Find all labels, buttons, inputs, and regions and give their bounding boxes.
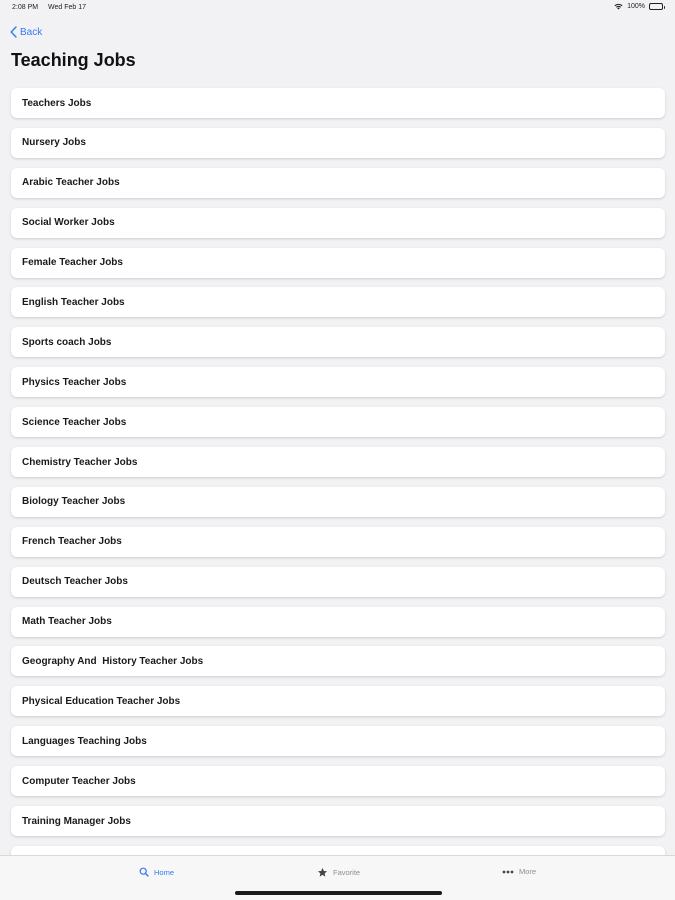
list-item-label: French Teacher Jobs	[22, 536, 122, 548]
list-item[interactable]	[11, 646, 665, 676]
tab-favorite[interactable]	[317, 867, 360, 878]
status-date: Wed Feb 17	[48, 4, 87, 11]
list-item[interactable]	[11, 367, 665, 397]
list-item-label: Math Teacher Jobs	[22, 616, 112, 628]
list-item[interactable]	[11, 128, 665, 158]
list-item-label: Social Worker Jobs	[22, 217, 115, 229]
job-list	[11, 88, 665, 855]
list-item-label: Sports coach Jobs	[22, 336, 112, 348]
star-icon	[317, 867, 328, 878]
wifi-icon	[614, 3, 623, 10]
tab-favorite-label: Favorite	[333, 868, 361, 877]
list-item-label: Arabic Teacher Jobs	[22, 177, 120, 189]
list-item-label: Teachers Jobs	[22, 97, 92, 109]
list-item[interactable]	[11, 287, 665, 317]
status-time: 2:08 PM	[12, 4, 39, 11]
list-item[interactable]	[11, 407, 665, 437]
chevron-left-icon	[10, 26, 17, 38]
home-indicator	[235, 891, 442, 895]
list-item[interactable]	[11, 168, 665, 198]
page-title: Teaching Jobs	[11, 50, 136, 70]
list-item-label: Physical Education Teacher Jobs	[22, 695, 181, 707]
list-item[interactable]	[11, 327, 665, 357]
list-item-label: Geography And History Teacher Jobs	[22, 655, 204, 667]
list-item[interactable]	[11, 487, 665, 517]
status-left	[12, 4, 94, 11]
list-item[interactable]	[11, 686, 665, 716]
more-dots-icon	[502, 870, 514, 874]
list-item-label: Deutsch Teacher Jobs	[22, 576, 128, 588]
status-right	[614, 3, 663, 10]
tab-more-label: More	[519, 867, 537, 876]
search-icon	[139, 867, 149, 877]
list-item-label: Female Teacher Jobs	[22, 257, 123, 269]
list-item-label: Physics Teacher Jobs	[22, 376, 127, 388]
list-item[interactable]	[11, 607, 665, 637]
tab-home-label: Home	[154, 867, 175, 877]
battery-icon	[649, 3, 663, 10]
list-item-label: Nursery Jobs	[22, 137, 86, 149]
list-item-label: Science Teacher Jobs	[22, 416, 127, 428]
list-item[interactable]	[11, 766, 665, 796]
tab-home[interactable]	[139, 867, 174, 877]
list-item-label: Chemistry Teacher Jobs	[22, 456, 138, 468]
battery-percentage: 100%	[627, 3, 645, 10]
list-item-label: Computer Teacher Jobs	[22, 775, 136, 787]
list-item[interactable]	[11, 567, 665, 597]
list-item[interactable]	[11, 248, 665, 278]
list-item-label: Languages Teaching Jobs	[22, 735, 147, 747]
list-item-label: Training Manager Jobs	[22, 815, 131, 827]
tab-bar	[0, 855, 675, 900]
list-item[interactable]	[11, 806, 665, 836]
back-button[interactable]	[10, 26, 42, 38]
list-item[interactable]	[11, 88, 665, 118]
list-item[interactable]	[11, 208, 665, 238]
list-item-label: English Teacher Jobs	[22, 296, 125, 308]
list-item-label: Biology Teacher Jobs	[22, 496, 126, 508]
status-bar	[0, 0, 675, 18]
tab-more[interactable]	[502, 867, 536, 876]
list-item[interactable]	[11, 447, 665, 477]
list-item[interactable]	[11, 527, 665, 557]
back-label: Back	[20, 26, 43, 38]
list-item[interactable]	[11, 726, 665, 756]
